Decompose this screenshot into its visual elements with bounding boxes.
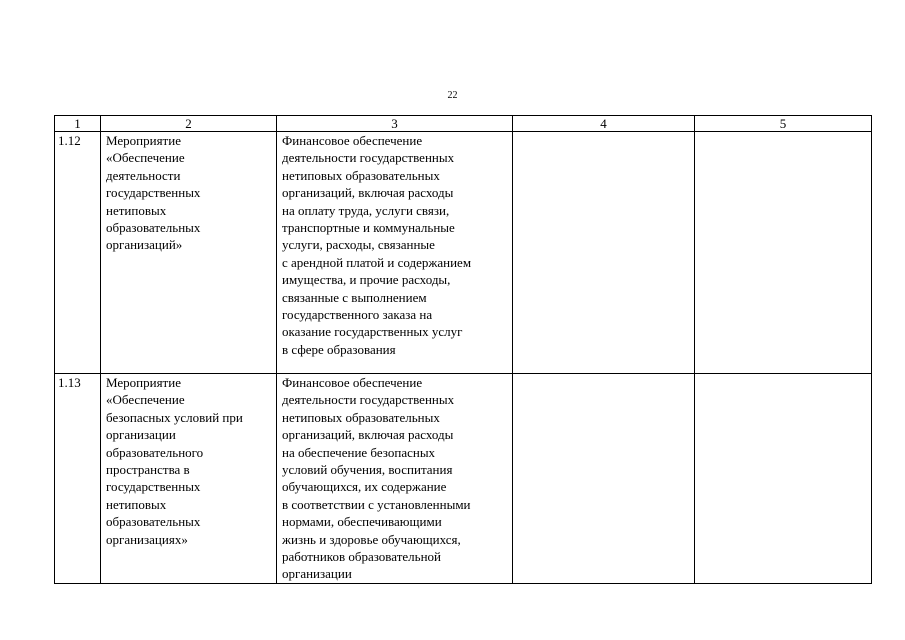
event-cell <box>101 374 277 584</box>
header-col-5: 5 <box>695 116 872 132</box>
description-line: организаций, включая расходы <box>282 185 454 201</box>
col4-cell <box>513 132 695 374</box>
description-line: транспортные и коммунальные <box>282 220 455 236</box>
header-col-4: 4 <box>513 116 695 132</box>
event-line: организации <box>106 427 176 443</box>
event-line: Мероприятие <box>106 375 181 390</box>
row-number: 1.13 <box>55 374 101 584</box>
event-line: нетиповых <box>106 496 167 512</box>
col5-cell <box>695 132 872 374</box>
description-line: имущества, и прочие расходы, <box>282 272 451 288</box>
description-line: государственного заказа на <box>282 307 433 323</box>
description-cell <box>277 132 513 374</box>
event-line: организаций» <box>106 237 183 253</box>
measures-table <box>54 115 872 584</box>
event-line: образовательного <box>106 444 204 460</box>
description-line: организации <box>282 566 352 582</box>
event-line: пространства в <box>106 462 190 478</box>
description-line: на обеспечение безопасных <box>282 444 436 460</box>
event-line: государственных <box>106 479 201 495</box>
description-line: обучающихся, их содержание <box>282 479 447 495</box>
header-col-2: 2 <box>101 116 277 132</box>
header-col-1: 1 <box>55 116 101 132</box>
description-line: организаций, включая расходы <box>282 427 454 443</box>
description-line: с арендной платой и содержанием <box>282 254 472 270</box>
event-line: образовательных <box>106 220 201 236</box>
col5-cell <box>695 374 872 584</box>
col4-cell <box>513 374 695 584</box>
description-line: услуги, расходы, связанные <box>282 237 435 253</box>
event-line: образовательных <box>106 514 201 530</box>
event-line: государственных <box>106 185 201 201</box>
event-cell <box>101 132 277 374</box>
description-line: условий обучения, воспитания <box>282 462 453 478</box>
description-line: жизнь и здоровье обучающихся, <box>282 531 461 547</box>
description-line: в соответствии с установленными <box>282 496 471 512</box>
row-number: 1.12 <box>55 132 101 374</box>
table-header-row <box>55 116 872 132</box>
page-number: 22 <box>447 90 458 101</box>
description-line: нормами, обеспечивающими <box>282 514 442 530</box>
event-line: безопасных условий при <box>106 409 243 425</box>
description-line: нетиповых образовательных <box>282 167 440 183</box>
description-line: связанные с выполнением <box>282 289 427 305</box>
event-line: организациях» <box>106 531 188 547</box>
event-line: «Обеспечение <box>106 392 185 408</box>
header-col-3: 3 <box>277 116 513 132</box>
table-row <box>55 374 872 584</box>
event-line: Мероприятие <box>106 133 181 148</box>
description-line: деятельности государственных <box>282 392 455 408</box>
event-line: нетиповых <box>106 202 167 218</box>
table-row <box>55 132 872 374</box>
description-line: деятельности государственных <box>282 150 455 166</box>
event-line: деятельности <box>106 167 181 183</box>
description-line: оказание государственных услуг <box>282 324 463 340</box>
description-line: Финансовое обеспечение <box>282 133 423 148</box>
description-line: в сфере образования <box>282 341 396 357</box>
event-line: «Обеспечение <box>106 150 185 166</box>
description-line: Финансовое обеспечение <box>282 375 423 390</box>
description-cell <box>277 374 513 584</box>
description-line: на оплату труда, услуги связи, <box>282 202 450 218</box>
description-line: нетиповых образовательных <box>282 409 440 425</box>
description-line: работников образовательной <box>282 549 441 565</box>
